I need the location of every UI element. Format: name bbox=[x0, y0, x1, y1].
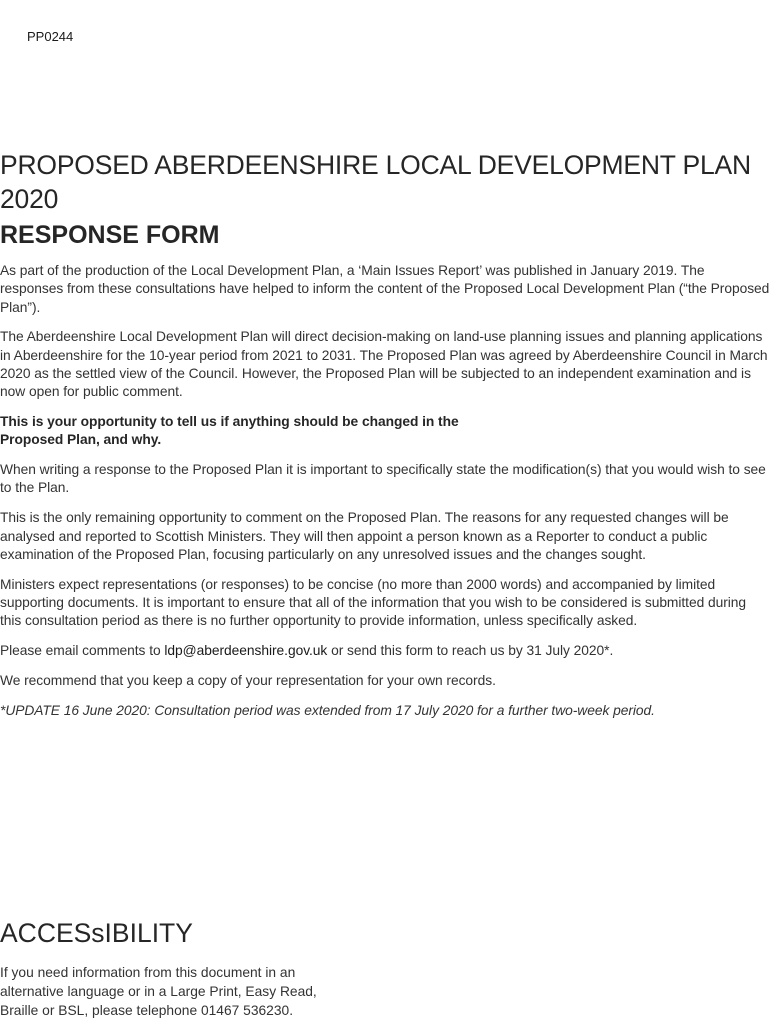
paragraph-plan-overview: The Aberdeenshire Local Development Plan will direct decision-making on land-use planning issues and planning applications in Aberdeenshire for the 10-year period from 2021 to 2031. The Proposed Plan was agreed by Aberdeenshire Council in March 2020 as the settled view of the Council. However, the Proposed Plan will be subjected to an independent examination and is now open for public comment. bbox=[0, 329, 768, 400]
submission-text-before: Please email comments to bbox=[0, 643, 165, 659]
document-reference: PP0244 bbox=[27, 29, 74, 44]
accessibility-line-2: alternative language or in a Large Print, Easy Read, bbox=[0, 984, 317, 999]
email-link[interactable]: ldp@aberdeenshire.gov.uk bbox=[164, 643, 328, 659]
accessibility-heading: ACCESsIBILITY bbox=[0, 918, 193, 948]
paragraph-ministers-expectations: Ministers expect representations (or responses) to be concise (no more than 2000 words) and accompanied by limited supporting documents. It is important to ensure that all of the information that you wish to be considered is submitted during this consultation period as there is no further opportunity to provide information, unless specifically asked. bbox=[0, 576, 747, 629]
paragraph-modification-guidance: When writing a response to the Proposed Plan it is important to specifically state the modification(s) that you would wish to see to the Plan. bbox=[0, 462, 766, 496]
submission-text-after: or send this form to reach us by 31 July 2020*. bbox=[327, 643, 614, 659]
opportunity-line-2: Proposed Plan, and why. bbox=[0, 432, 162, 448]
paragraph-examination: This is the only remaining opportunity to comment on the Proposed Plan. The reasons for any requested changes will be analysed and reported to Scottish Ministers. They will then appoint a person known as a Reporter to conduct a public examination of the Proposed Plan, focusing particularly on any unresolved issues and the changes sought. bbox=[0, 510, 729, 562]
paragraph-opportunity bbox=[0, 413, 770, 450]
paragraph-submission bbox=[0, 642, 770, 660]
opportunity-line-1: This is your opportunity to tell us if anything should be changed in the bbox=[0, 414, 459, 430]
paragraph-main-issues-report: As part of the production of the Local Development Plan, a ‘Main Issues Report’ was published in January 2019. The responses from these consultations have helped to inform the content of the Proposed Local Development Plan (“the Proposed Plan”). bbox=[0, 263, 770, 315]
accessibility-line-3: Braille or BSL, please telephone 01467 536230. bbox=[0, 1003, 294, 1018]
accessibility-line-1: If you need information from this document in an bbox=[0, 965, 296, 980]
paragraph-update-note: *UPDATE 16 June 2020: Consultation period was extended from 17 July 2020 for a further two-week period. bbox=[0, 702, 655, 718]
form-subtitle: RESPONSE FORM bbox=[0, 221, 220, 249]
page-title: PROPOSED ABERDEENSHIRE LOCAL DEVELOPMENT PLAN 2020 bbox=[0, 150, 751, 214]
accessibility-text bbox=[0, 963, 380, 1020]
intro-section bbox=[0, 262, 770, 731]
paragraph-keep-copy: We recommend that you keep a copy of your representation for your own records. bbox=[0, 672, 496, 688]
